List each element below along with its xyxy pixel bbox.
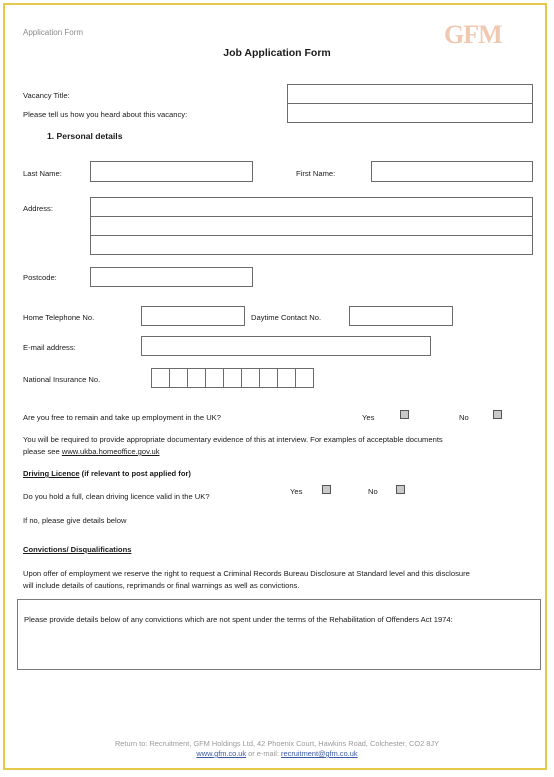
- driving-details-instruction: If no, please give details below: [23, 516, 127, 525]
- home-telephone-label: Home Telephone No.: [23, 313, 95, 322]
- daytime-contact-field[interactable]: [349, 306, 453, 326]
- ni-digit-box[interactable]: [151, 368, 170, 388]
- address-line-3-field[interactable]: [90, 235, 533, 255]
- email-label: E-mail address:: [23, 343, 76, 352]
- uk-evidence-note: [23, 434, 538, 458]
- convictions-paragraph-line2: will include details of cautions, reprimands or final warnings as well as convictions.: [23, 581, 300, 590]
- convictions-heading: Convictions/ Disqualifications: [23, 545, 132, 554]
- uk-no-label: No: [459, 413, 469, 422]
- page-title: Job Application Form: [223, 47, 331, 59]
- first-name-label: First Name:: [296, 169, 336, 178]
- convictions-paragraph-line1: Upon offer of employment we reserve the right to request a Criminal Records Bureau Disclosure at Standard level and this disclosure: [23, 569, 470, 578]
- postcode-field[interactable]: [90, 267, 253, 287]
- header-small-title: Application Form: [23, 28, 84, 37]
- ukba-link[interactable]: www.ukba.homeoffice.gov.uk: [61, 447, 160, 456]
- convictions-details-prompt: Please provide details below of any convictions which are not spent under the terms of the Rehabilitation of Offenders Act 1974:: [24, 615, 453, 624]
- last-name-label: Last Name:: [23, 169, 62, 178]
- ni-digit-box[interactable]: [223, 368, 242, 388]
- address-line-2-field[interactable]: [90, 216, 533, 236]
- vacancy-title-label: Vacancy Title:: [23, 91, 70, 100]
- uk-no-checkbox[interactable]: [493, 410, 502, 419]
- section-personal-details-heading: 1. Personal details: [47, 131, 123, 141]
- uk-evidence-note-prefix: please see: [23, 447, 62, 456]
- home-telephone-field[interactable]: [141, 306, 245, 326]
- driving-yes-label: Yes: [290, 487, 303, 496]
- convictions-paragraph: [23, 568, 538, 592]
- driving-licence-question: Do you hold a full, clean driving licence valid in the UK?: [23, 492, 210, 501]
- ni-digit-box[interactable]: [187, 368, 206, 388]
- national-insurance-label: National Insurance No.: [23, 375, 101, 384]
- ni-digit-box[interactable]: [295, 368, 314, 388]
- convictions-details-box[interactable]: [17, 599, 541, 670]
- footer-contact: [0, 749, 554, 758]
- ni-digit-box[interactable]: [205, 368, 224, 388]
- footer-or-email-text: or e-mail:: [246, 749, 282, 758]
- ni-digit-box[interactable]: [241, 368, 260, 388]
- driving-licence-heading-text: Driving Licence: [23, 469, 80, 478]
- daytime-contact-label: Daytime Contact No.: [251, 313, 322, 322]
- email-field[interactable]: [141, 336, 431, 356]
- vacancy-title-field[interactable]: [287, 84, 533, 104]
- uk-yes-checkbox[interactable]: [400, 410, 409, 419]
- company-logo: GFM: [444, 20, 502, 49]
- footer-email-link[interactable]: recruitment@gfm.co.uk: [281, 749, 358, 758]
- uk-yes-label: Yes: [362, 413, 375, 422]
- driving-licence-heading: [23, 469, 191, 478]
- last-name-field[interactable]: [90, 161, 253, 182]
- ni-digit-box[interactable]: [277, 368, 296, 388]
- footer-website-link[interactable]: www.gfm.co.uk: [196, 749, 247, 758]
- driving-no-label: No: [368, 487, 378, 496]
- footer-return-address: Return to: Recruitment, GFM Holdings Ltd, 42 Phoenix Court, Hawkins Road, Colchester, CO2 8JY: [114, 739, 440, 748]
- ni-digit-box[interactable]: [169, 368, 188, 388]
- driving-licence-heading-suffix: (if relevant to post applied for): [79, 469, 191, 478]
- uk-employment-question: Are you free to remain and take up employment in the UK?: [23, 413, 221, 422]
- postcode-label: Postcode:: [23, 273, 57, 282]
- ni-digit-box[interactable]: [259, 368, 278, 388]
- address-line-1-field[interactable]: [90, 197, 533, 217]
- driving-yes-checkbox[interactable]: [322, 485, 331, 494]
- vacancy-source-label: Please tell us how you heard about this vacancy:: [23, 110, 188, 119]
- first-name-field[interactable]: [371, 161, 533, 182]
- vacancy-source-field[interactable]: [287, 103, 533, 123]
- driving-no-checkbox[interactable]: [396, 485, 405, 494]
- uk-evidence-note-line1: You will be required to provide appropriate documentary evidence of this at interview. For examples of acceptable documents: [23, 435, 443, 444]
- address-label: Address:: [23, 204, 53, 213]
